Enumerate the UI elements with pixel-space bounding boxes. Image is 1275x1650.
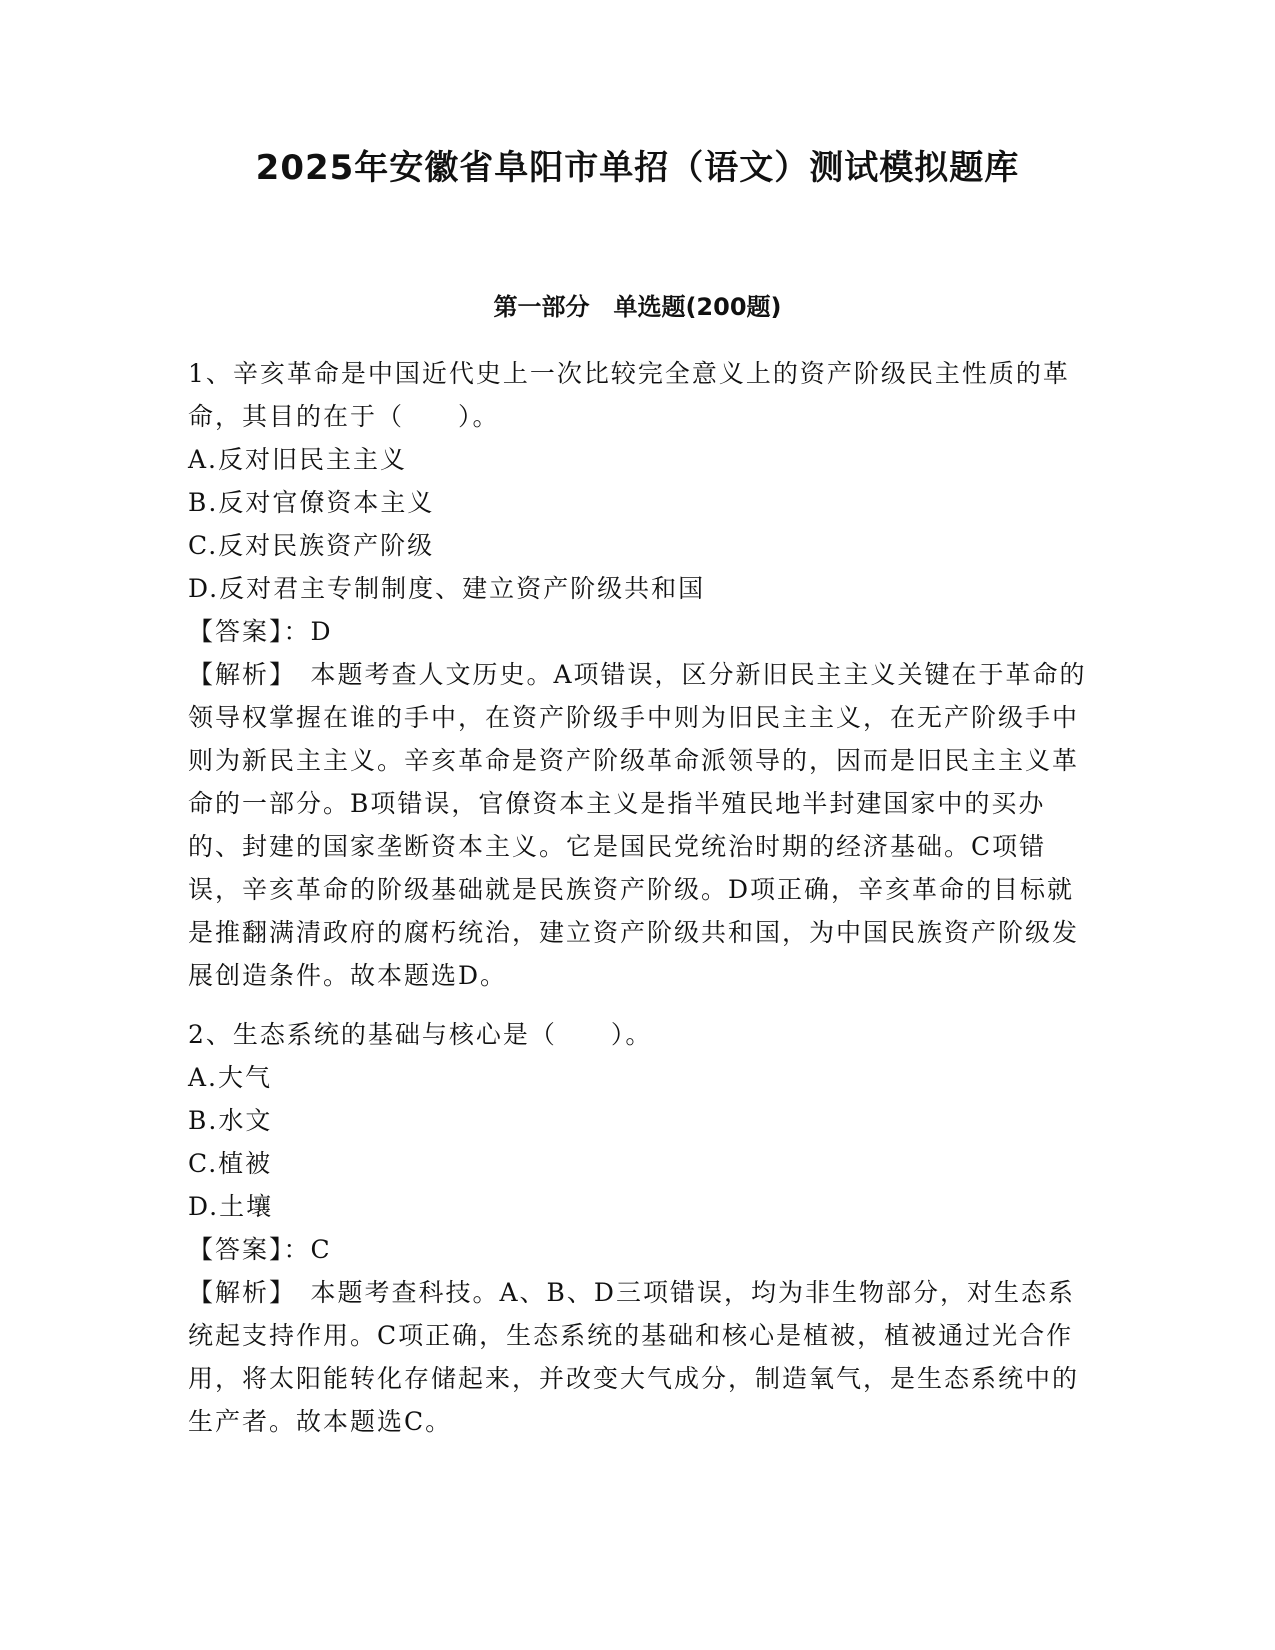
- option-c: C.植被: [188, 1149, 273, 1178]
- document-title: 2025年安徽省阜阳市单招（语文）测试模拟题库: [255, 148, 1020, 188]
- option-b: B.水文: [188, 1106, 273, 1135]
- section-heading: 第一部分 单选题(200题): [493, 293, 782, 321]
- question-stem: 2、生态系统的基础与核心是（ ）。: [188, 1020, 653, 1049]
- answer-line: 【答案】：C: [188, 1235, 332, 1264]
- question-list: [188, 352, 1088, 1443]
- option-a: A.大气: [188, 1063, 273, 1092]
- option-c: C.反对民族资产阶级: [188, 531, 435, 560]
- answer-line: 【答案】：D: [188, 617, 333, 646]
- option-d: D.反对君主专制制度、建立资产阶级共和国: [188, 574, 706, 603]
- question-1: [188, 352, 1088, 997]
- option-a: A.反对旧民主主义: [188, 445, 408, 474]
- question-stem: 1、辛亥革命是中国近代史上一次比较完全意义上的资产阶级民主性质的革命，其目的在于（ ）。: [188, 359, 1070, 431]
- explanation-text: 【解析】 本题考查科技。A、B、D三项错误，均为非生物部分，对生态系统起支持作用。C项正确，生态系统的基础和核心是植被，植被通过光合作用，将太阳能转化存储起来，并改变大气成分，制造氧气，是生态系统中的生产者。故本题选C。: [188, 1278, 1080, 1436]
- option-d: D.土壤: [188, 1192, 274, 1221]
- question-2: [188, 1013, 1088, 1443]
- explanation-text: 【解析】 本题考查人文历史。A项错误，区分新旧民主主义关键在于革命的领导权掌握在谁的手中，在资产阶级手中则为旧民主主义，在无产阶级手中则为新民主主义。辛亥革命是资产阶级革命派领导的，因而是旧民主主义革命的一部分。B项错误，官僚资本主义是指半殖民地半封建国家中的买办的、封建的国家垄断资本主义。它是国民党统治时期的经济基础。C项错误，辛亥革命的阶级基础就是民族资产阶级。D项正确，辛亥革命的目标就是推翻满清政府的腐朽统治，建立资产阶级共和国，为中国民族资产阶级发展创造条件。故本题选D。: [188, 660, 1087, 990]
- option-b: B.反对官僚资本主义: [188, 488, 435, 517]
